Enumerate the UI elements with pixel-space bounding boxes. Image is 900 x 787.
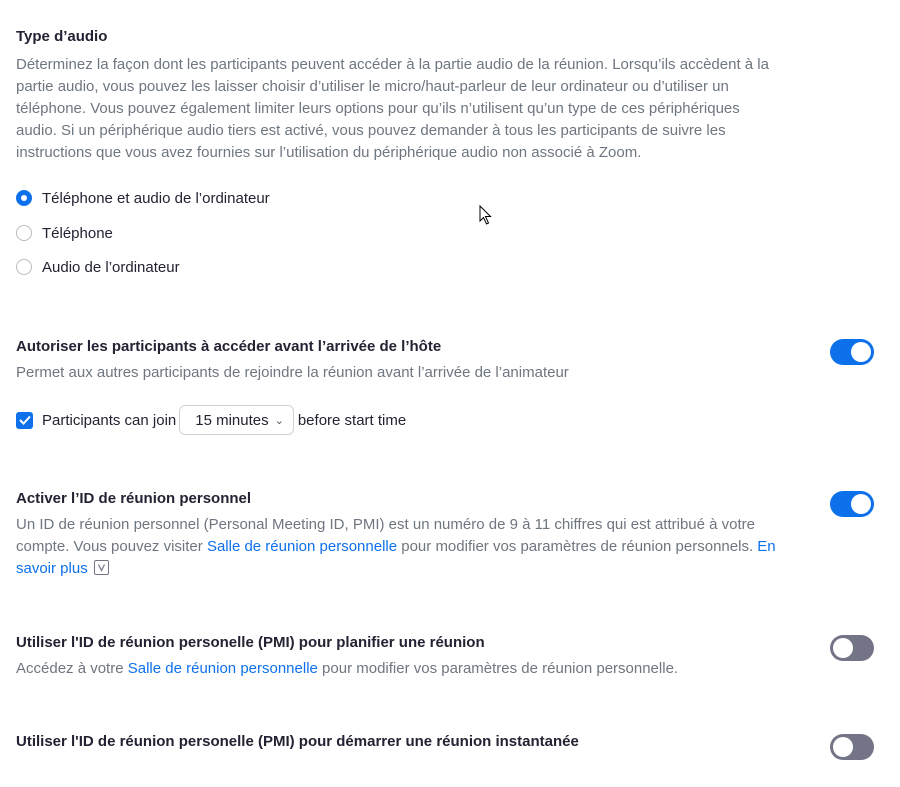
pmi-instant-toggle[interactable] (830, 734, 874, 760)
pmi-schedule-section (16, 634, 886, 680)
pmi-desc-text2: pour modifier vos paramètres de réunion personnels. (401, 538, 754, 555)
external-link-icon[interactable] (94, 560, 109, 575)
pmi-description (16, 514, 786, 580)
radio-phone-and-computer[interactable] (16, 188, 270, 208)
pmi-schedule-toggle[interactable] (830, 635, 874, 661)
audio-type-description: Déterminez la façon dont les participants peuvent accéder à la partie audio de la réunion. Lorsqu’ils accèdent à la partie audio, vous pouvez les laisser choisir d’utiliser le micro/haut-parleur de leur ordinateur ou d’utiliser un téléphone. Vous pouvez également limiter leurs options pour qu’ils n’utilisent qu’un type de ces périphériques audio. Si un périphérique audio tiers est activé, vous pouvez demander à tous les participants de suivre les instructions que vous avez fournies sur l’utilisation du périphérique audio non associé à Zoom. (16, 56, 769, 161)
pmi-desc-text1: Un ID de réunion personnel (Personal Meeting ID, PMI) est un numéro de 9 à 11 chiffres qui est attribué à votre compte. Vous pouvez visiter (16, 516, 756, 555)
radio-label: Téléphone (42, 224, 113, 242)
personal-room-link[interactable]: Salle de réunion personnelle (127, 660, 318, 677)
learn-more-link[interactable]: En savoir plus (16, 538, 776, 577)
join-time-row (16, 404, 406, 436)
audio-type-title: Type d’audio (16, 28, 108, 45)
pmi-toggle[interactable] (830, 491, 874, 517)
radio-unchecked-icon[interactable] (16, 225, 32, 241)
pmi-section (16, 490, 886, 580)
pmi-schedule-title: Utiliser l'ID de réunion personelle (PMI) pour planifier une réunion (16, 634, 485, 651)
toggle-knob (833, 737, 853, 757)
join-before-host-title: Autoriser les participants à accéder avant l’arrivée de l’hôte (16, 338, 442, 355)
pmi-instant-section (16, 733, 886, 751)
radio-label: Téléphone et audio de l’ordinateur (42, 189, 270, 207)
chevron-down-icon: ⌄ (274, 414, 284, 427)
pmi-schedule-desc-text2: pour modifier vos paramètres de réunion personnelle. (322, 660, 679, 677)
checkbox-label-before: Participants can join (42, 411, 177, 429)
pmi-title: Activer l’ID de réunion personnel (16, 490, 252, 507)
pmi-schedule-description (16, 658, 781, 680)
audio-type-section (16, 28, 886, 164)
radio-checked-icon[interactable] (16, 190, 32, 206)
checkbox-checked-icon[interactable] (16, 412, 33, 429)
radio-label: Audio de l’ordinateur (42, 258, 180, 276)
mouse-cursor-icon (479, 205, 493, 230)
pmi-instant-title: Utiliser l'ID de réunion personelle (PMI) pour démarrer une réunion instantanée (16, 733, 579, 750)
toggle-knob (851, 494, 871, 514)
radio-phone[interactable] (16, 223, 113, 243)
join-minutes-select[interactable] (179, 405, 294, 435)
join-before-host-toggle[interactable] (830, 339, 874, 365)
radio-unchecked-icon[interactable] (16, 259, 32, 275)
radio-computer-audio[interactable] (16, 257, 180, 277)
personal-room-link[interactable]: Salle de réunion personnelle (206, 538, 398, 555)
join-before-host-description: Permet aux autres participants de rejoindre la réunion avant l’arrivée de l’animateur (16, 364, 569, 381)
select-value: 15 minutes (195, 411, 269, 429)
pmi-schedule-desc-text1: Accédez à votre (16, 660, 124, 677)
toggle-knob (851, 342, 871, 362)
join-before-host-section (16, 338, 886, 384)
toggle-knob (833, 638, 853, 658)
checkbox-label-after: before start time (297, 411, 407, 429)
